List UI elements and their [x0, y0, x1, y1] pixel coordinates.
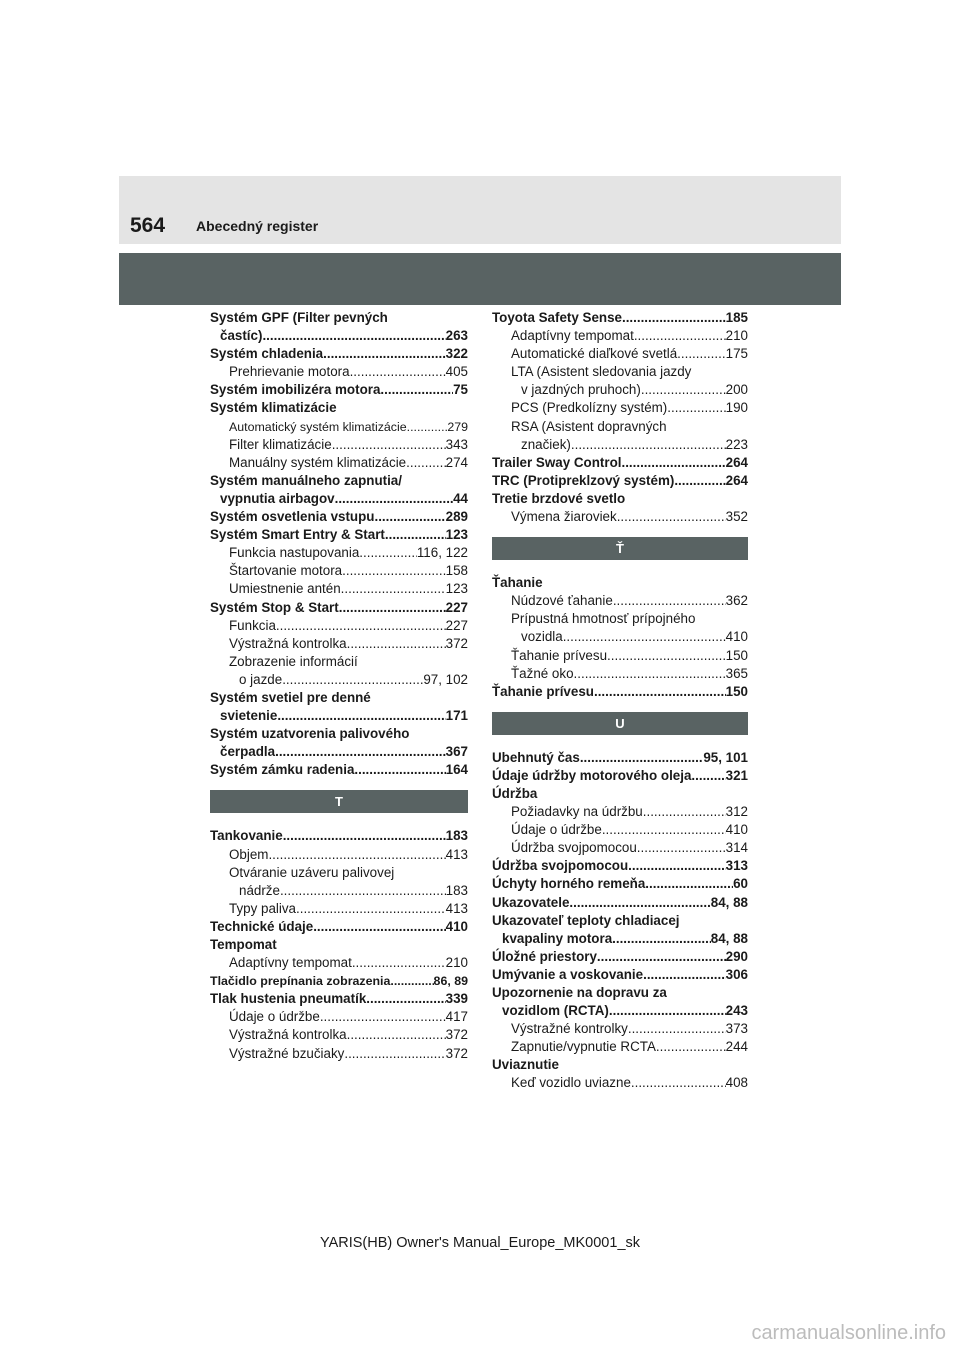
index-entry-text: Systém svetiel pre denné — [210, 689, 371, 705]
index-subentry: Ťahanie prívesu ..... 150 — [492, 647, 748, 665]
index-entry: kvapaliny motora ..... 84, 88 — [492, 930, 748, 948]
watermark: carmanualsonline.info — [751, 1322, 946, 1344]
index-subentry: o jazde ..... 97, 102 — [210, 671, 468, 689]
index-entry-text: Systém manuálneho zapnutia/ — [210, 472, 402, 488]
index-entry: Umývanie a voskovanie ..... 306 — [492, 966, 748, 984]
index-entry: TRC (Protipreklzový systém) ..... 264 — [492, 472, 748, 490]
index-subentry: Núdzové ťahanie ..... 362 — [492, 592, 748, 610]
index-subentry-text: Zobrazenie informácií — [229, 653, 358, 669]
index-subentry-text: Prípustná hmotnosť prípojného — [511, 611, 696, 627]
index-subentry: Výstražná kontrolka ..... 372 — [210, 1026, 468, 1044]
index-entry: Tankovanie ..... 183 — [210, 827, 468, 845]
index-entry-heading: Tempomat — [210, 937, 277, 952]
index-subentry: Adaptívny tempomat ..... 210 — [492, 327, 748, 345]
index-entry: Systém osvetlenia vstupu ..... 289 — [210, 508, 468, 526]
index-entry: svietenie ..... 171 — [210, 707, 468, 725]
index-subentry: Ťažné oko ..... 365 — [492, 665, 748, 683]
index-entry-text: Ukazovateľ teploty chladiacej — [492, 912, 680, 928]
index-entry: Tlačidlo prepínania zobrazenia ..... 86, 89 — [210, 972, 468, 990]
index-subentry: Údaje o údržbe ..... 410 — [492, 821, 748, 839]
index-subentry: Funkcia nastupovania ..... 116, 122 — [210, 544, 468, 562]
index-subentry: Manuálny systém klimatizácie ..... 274 — [210, 454, 468, 472]
letter-divider-t: T — [210, 790, 468, 813]
index-entry: Toyota Safety Sense ..... 185 — [492, 309, 748, 327]
index-entry-heading: Tretie brzdové svetlo — [492, 490, 626, 506]
index-subentry: v jazdných pruhoch) ..... 200 — [492, 381, 748, 399]
index-column-left — [210, 309, 468, 1063]
index-subentry: nádrže ..... 183 — [210, 882, 468, 900]
index-entry-heading: Uviaznutie — [492, 1057, 559, 1073]
index-subentry-text: LTA (Asistent sledovania jazdy — [511, 364, 692, 380]
index-entry: vypnutia airbagov ..... 44 — [210, 490, 468, 508]
index-subentry-text: Otváranie uzáveru palivovej — [229, 864, 395, 880]
index-subentry: Objem ..... 413 — [210, 846, 468, 864]
index-subentry: Adaptívny tempomat ..... 210 — [210, 954, 468, 972]
index-entry: Ťahanie prívesu ..... 150 — [492, 683, 748, 701]
index-entry-text: Systém GPF (Filter pevných — [210, 310, 388, 325]
index-entry: Ukazovatele ..... 84, 88 — [492, 894, 748, 912]
index-subentry-text: RSA (Asistent dopravných — [511, 418, 667, 434]
page-number: 564 — [130, 214, 166, 237]
index-entry-text: Systém uzatvorenia palivového — [210, 726, 410, 742]
index-entry: Systém chladenia ..... 322 — [210, 345, 468, 363]
index-subentry: Funkcia ..... 227 — [210, 617, 468, 635]
index-subentry: značiek) ..... 223 — [492, 436, 748, 454]
index-entry: Systém zámku radenia ..... 164 — [210, 761, 468, 779]
index-entry: Trailer Sway Control ..... 264 — [492, 454, 748, 472]
index-subentry: vozidla ..... 410 — [492, 628, 748, 646]
index-subentry: Keď vozidlo uviazne ..... 408 — [492, 1074, 748, 1092]
section-title: Abecedný register — [196, 218, 319, 234]
index-subentry: Automatické diaľkové svetlá ..... 175 — [492, 345, 748, 363]
index-subentry: Umiestnenie antén ..... 123 — [210, 580, 468, 598]
index-entry: čerpadla ..... 367 — [210, 743, 468, 761]
index-entry: Úložné priestory ..... 290 — [492, 948, 748, 966]
index-entry: vozidlom (RCTA) ..... 243 — [492, 1002, 748, 1020]
index-subentry: Údaje o údržbe ..... 417 — [210, 1008, 468, 1026]
index-subentry: Výstražné kontrolky ..... 373 — [492, 1020, 748, 1038]
index-subentry: Typy paliva ..... 413 — [210, 900, 468, 918]
index-subentry: Výstražná kontrolka ..... 372 — [210, 635, 468, 653]
index-entry-heading: Systém klimatizácie — [210, 400, 337, 416]
letter-divider-u: U — [492, 712, 748, 735]
index-entry: Systém Smart Entry & Start ..... 123 — [210, 526, 468, 544]
index-subentry: Údržba svojpomocou ..... 314 — [492, 839, 748, 857]
index-entry: častíc) ..... 263 — [210, 327, 468, 345]
index-entry: Úchyty horného remeňa ..... 60 — [492, 875, 748, 893]
footer-text: YARIS(HB) Owner's Manual_Europe_MK0001_sk — [319, 1235, 641, 1251]
letter-divider-tt: Ť — [492, 537, 748, 560]
index-entry: Systém Stop & Start ..... 227 — [210, 599, 468, 617]
index-subentry: Zapnutie/vypnutie RCTA ..... 244 — [492, 1038, 748, 1056]
index-subentry: Prehrievanie motora ..... 405 — [210, 363, 468, 381]
index-column-right — [492, 309, 748, 1093]
index-subentry: Výmena žiaroviek ..... 352 — [492, 508, 748, 526]
index-entry-heading: Údržba — [492, 785, 538, 801]
index-subentry: Filter klimatizácie ..... 343 — [210, 436, 468, 454]
index-subentry: Štartovanie motora ..... 158 — [210, 562, 468, 580]
index-entry: Údržba svojpomocou ..... 313 — [492, 857, 748, 875]
index-entry: Systém imobilizéra motora ..... 75 — [210, 381, 468, 399]
index-entry: Údaje údržby motorového oleja ..... 321 — [492, 767, 748, 785]
index-entry-text: Upozornenie na dopravu za — [492, 985, 667, 1000]
header-dark-band — [119, 253, 841, 305]
index-subentry: Požiadavky na údržbu ..... 312 — [492, 803, 748, 821]
index-subentry: Výstražné bzučiaky ..... 372 — [210, 1045, 468, 1063]
index-entry: Tlak hustenia pneumatík ..... 339 — [210, 990, 468, 1008]
index-entry: Technické údaje ..... 410 — [210, 918, 468, 936]
index-entry-heading: Ťahanie — [492, 575, 543, 591]
index-subentry: PCS (Predkolízny systém) ..... 190 — [492, 399, 748, 417]
index-entry: Ubehnutý čas ..... 95, 101 — [492, 749, 748, 767]
index-subentry: Automatický systém klimatizácie ..... 279 — [210, 418, 468, 436]
